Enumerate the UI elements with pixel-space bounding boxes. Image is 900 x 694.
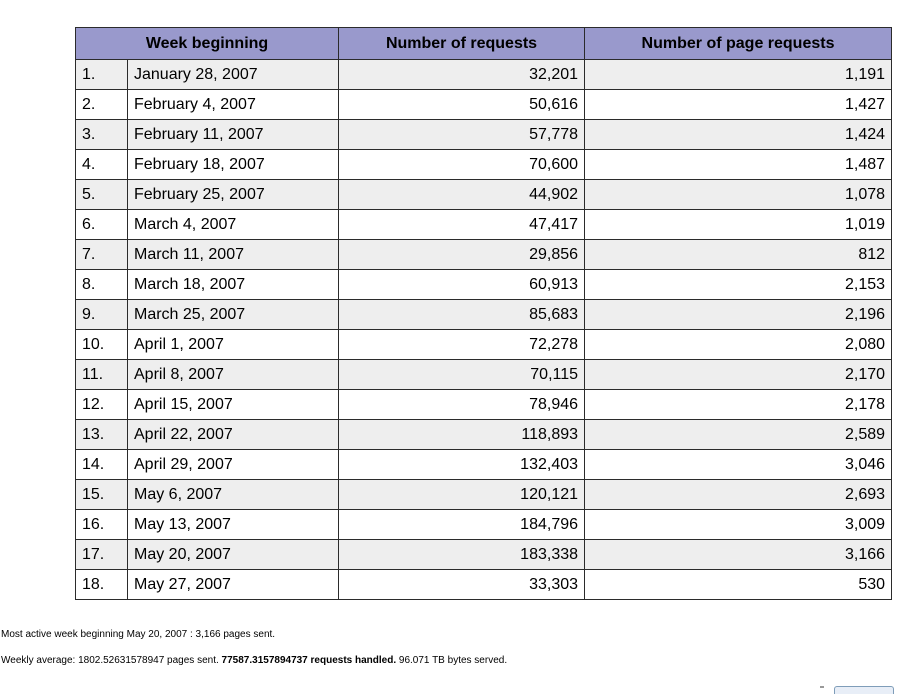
weekly-report-table <box>75 27 892 600</box>
week-date-cell: May 27, 2007 <box>128 570 339 600</box>
requests-count-cell: 50,616 <box>339 90 585 120</box>
requests-count-cell: 33,303 <box>339 570 585 600</box>
table-row <box>76 480 892 510</box>
page-requests-count-cell: 1,191 <box>585 60 892 90</box>
requests-count-cell: 132,403 <box>339 450 585 480</box>
week-beginning-header: Week beginning <box>76 28 339 60</box>
week-date-cell: April 22, 2007 <box>128 420 339 450</box>
row-number-cell: 6. <box>76 210 128 240</box>
requests-count-cell: 78,946 <box>339 390 585 420</box>
page-requests-count-cell: 2,170 <box>585 360 892 390</box>
table-row <box>76 120 892 150</box>
row-number-cell: 12. <box>76 390 128 420</box>
week-date-cell: May 13, 2007 <box>128 510 339 540</box>
bytes-served-text: 96.071 TB bytes served. <box>396 655 508 666</box>
requests-count-cell: 120,121 <box>339 480 585 510</box>
week-date-cell: March 18, 2007 <box>128 270 339 300</box>
row-number-cell: 18. <box>76 570 128 600</box>
weekly-average-text <box>1 655 507 666</box>
table-row <box>76 390 892 420</box>
week-date-cell: February 11, 2007 <box>128 120 339 150</box>
week-date-cell: January 28, 2007 <box>128 60 339 90</box>
page-requests-count-cell: 3,009 <box>585 510 892 540</box>
table-row <box>76 300 892 330</box>
requests-count-cell: 70,600 <box>339 150 585 180</box>
page-requests-count-cell: 1,427 <box>585 90 892 120</box>
week-date-cell: April 8, 2007 <box>128 360 339 390</box>
table-row <box>76 360 892 390</box>
row-number-cell: 2. <box>76 90 128 120</box>
most-active-week-text: Most active week beginning May 20, 2007 : 3,166 pages sent. <box>1 629 276 640</box>
page-requests-count-cell: 1,487 <box>585 150 892 180</box>
table-row <box>76 330 892 360</box>
row-number-cell: 9. <box>76 300 128 330</box>
table-row <box>76 60 892 90</box>
requests-count-cell: 44,902 <box>339 180 585 210</box>
row-number-cell: 1. <box>76 60 128 90</box>
week-date-cell: February 4, 2007 <box>128 90 339 120</box>
table-row <box>76 570 892 600</box>
week-date-cell: March 4, 2007 <box>128 210 339 240</box>
table-body <box>76 60 892 600</box>
row-number-cell: 5. <box>76 180 128 210</box>
week-date-cell: February 25, 2007 <box>128 180 339 210</box>
table-row <box>76 240 892 270</box>
corner-button[interactable] <box>834 686 894 694</box>
table-row <box>76 510 892 540</box>
number-of-page-requests-header: Number of page requests <box>585 28 892 60</box>
requests-count-cell: 72,278 <box>339 330 585 360</box>
table-row <box>76 450 892 480</box>
requests-count-cell: 118,893 <box>339 420 585 450</box>
week-date-cell: March 25, 2007 <box>128 300 339 330</box>
page-requests-count-cell: 1,078 <box>585 180 892 210</box>
table-row <box>76 540 892 570</box>
page-requests-count-cell: 530 <box>585 570 892 600</box>
row-number-cell: 3. <box>76 120 128 150</box>
requests-count-cell: 32,201 <box>339 60 585 90</box>
table-header-row <box>76 28 892 60</box>
table-row <box>76 420 892 450</box>
table-row <box>76 150 892 180</box>
page-requests-count-cell: 2,196 <box>585 300 892 330</box>
scroll-marker <box>820 686 824 688</box>
page-requests-count-cell: 3,166 <box>585 540 892 570</box>
requests-count-cell: 29,856 <box>339 240 585 270</box>
row-number-cell: 15. <box>76 480 128 510</box>
table-row <box>76 180 892 210</box>
row-number-cell: 4. <box>76 150 128 180</box>
table-row <box>76 90 892 120</box>
week-date-cell: April 15, 2007 <box>128 390 339 420</box>
week-date-cell: April 1, 2007 <box>128 330 339 360</box>
page-requests-count-cell: 2,153 <box>585 270 892 300</box>
page-requests-count-cell: 3,046 <box>585 450 892 480</box>
row-number-cell: 10. <box>76 330 128 360</box>
row-number-cell: 17. <box>76 540 128 570</box>
row-number-cell: 14. <box>76 450 128 480</box>
page-requests-count-cell: 1,019 <box>585 210 892 240</box>
page-requests-count-cell: 812 <box>585 240 892 270</box>
row-number-cell: 7. <box>76 240 128 270</box>
row-number-cell: 8. <box>76 270 128 300</box>
requests-count-cell: 57,778 <box>339 120 585 150</box>
week-date-cell: May 20, 2007 <box>128 540 339 570</box>
page-requests-count-cell: 2,178 <box>585 390 892 420</box>
page-requests-count-cell: 2,693 <box>585 480 892 510</box>
table-row <box>76 210 892 240</box>
row-number-cell: 13. <box>76 420 128 450</box>
week-date-cell: May 6, 2007 <box>128 480 339 510</box>
requests-count-cell: 183,338 <box>339 540 585 570</box>
average-pages-text: Weekly average: 1802.52631578947 pages sent. <box>1 655 222 666</box>
requests-count-cell: 184,796 <box>339 510 585 540</box>
week-date-cell: April 29, 2007 <box>128 450 339 480</box>
requests-count-cell: 47,417 <box>339 210 585 240</box>
week-date-cell: February 18, 2007 <box>128 150 339 180</box>
requests-count-cell: 70,115 <box>339 360 585 390</box>
week-date-cell: March 11, 2007 <box>128 240 339 270</box>
number-of-requests-header: Number of requests <box>339 28 585 60</box>
average-requests-text: 77587.3157894737 requests handled. <box>221 655 397 666</box>
page-requests-count-cell: 2,080 <box>585 330 892 360</box>
page-requests-count-cell: 1,424 <box>585 120 892 150</box>
table-row <box>76 270 892 300</box>
requests-count-cell: 60,913 <box>339 270 585 300</box>
row-number-cell: 16. <box>76 510 128 540</box>
requests-count-cell: 85,683 <box>339 300 585 330</box>
row-number-cell: 11. <box>76 360 128 390</box>
page-requests-count-cell: 2,589 <box>585 420 892 450</box>
